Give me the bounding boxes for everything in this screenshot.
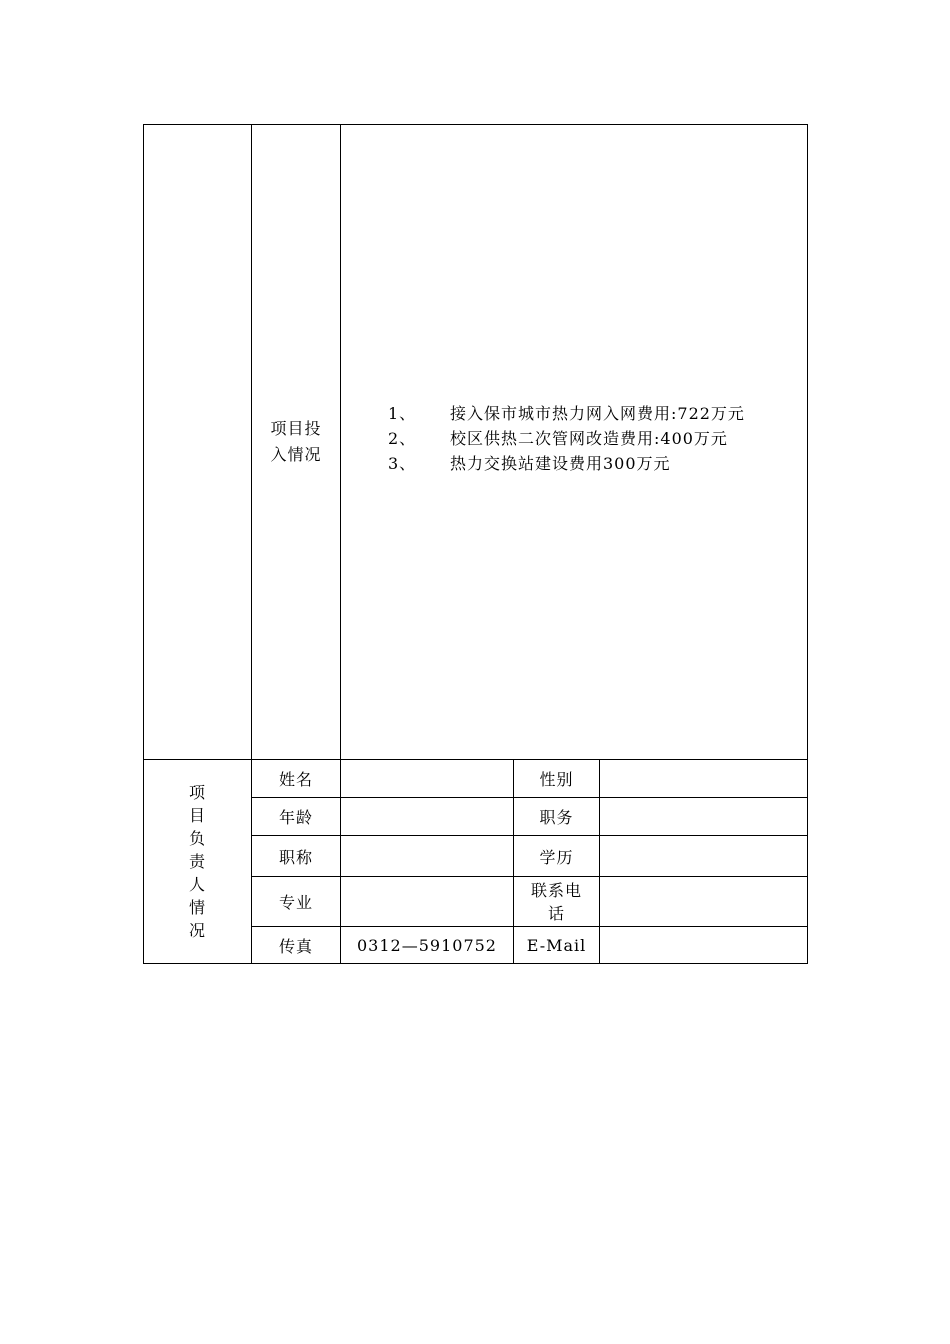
project-form-table	[143, 124, 808, 964]
invest-item	[388, 401, 854, 426]
major-label: 专业	[252, 877, 341, 927]
name-label: 姓名	[252, 760, 341, 798]
invest-item	[388, 426, 854, 451]
title-value	[341, 836, 514, 877]
fax-value: 0312—5910752	[341, 927, 514, 964]
invest-content-cell	[341, 125, 808, 760]
age-label: 年龄	[252, 798, 341, 836]
email-value	[600, 927, 808, 964]
invest-item-text: 接入保市城市热力网入网费用:722万元	[450, 403, 745, 423]
phone-label-cell	[514, 877, 600, 927]
fax-label: 传真	[252, 927, 341, 964]
age-value	[341, 798, 514, 836]
education-label: 学历	[514, 836, 600, 877]
invest-item-number: 3、	[388, 453, 417, 473]
gender-value	[600, 760, 808, 798]
major-value	[341, 877, 514, 927]
invest-item-text: 校区供热二次管网改造费用:400万元	[450, 428, 728, 448]
invest-row	[144, 125, 808, 760]
invest-item-text: 热力交换站建设费用300万元	[450, 453, 671, 473]
invest-label: 项目投入情况	[270, 419, 322, 464]
invest-item-number: 1、	[388, 403, 417, 423]
leader-row-name	[144, 760, 808, 798]
name-value	[341, 760, 514, 798]
invest-item-number: 2、	[388, 428, 417, 448]
position-value	[600, 798, 808, 836]
email-label: E-Mail	[514, 927, 600, 964]
position-label: 职务	[514, 798, 600, 836]
invest-list	[388, 401, 854, 476]
leader-section-label: 项目负责人情况	[188, 783, 206, 940]
blank-left-cell	[144, 125, 252, 760]
invest-label-cell	[252, 125, 341, 760]
leader-section-cell	[144, 760, 252, 964]
phone-label: 联系电话	[530, 880, 582, 923]
invest-item	[388, 451, 854, 476]
title-label: 职称	[252, 836, 341, 877]
education-value	[600, 836, 808, 877]
phone-value	[600, 877, 808, 927]
gender-label: 性别	[514, 760, 600, 798]
